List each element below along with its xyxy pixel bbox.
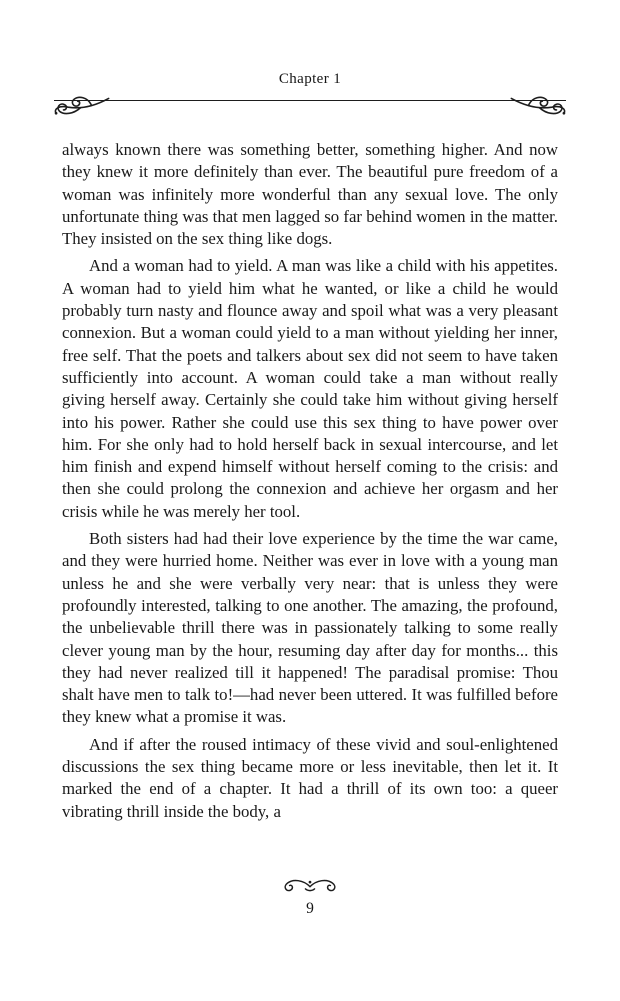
paragraph: always known there was something better, something higher. And now they knew it more definitely than ever. The beautiful pure freedom of a woman was infinitely more wonderful than any sexual love. The only unfortunate thing was that men lagged so far behind women in the matter. They insisted on the sex thing like dogs. <box>62 140 558 249</box>
chapter-header <box>62 70 558 117</box>
header-flourish-right-icon <box>510 93 572 116</box>
page-body <box>62 139 558 828</box>
header-flourish-left-icon <box>48 93 110 116</box>
paragraph: Both sisters had had their love experience by the time the war came, and they were hurried home. Neither was ever in love with a young man unless he and she were verbally very near: that is unless they were profoundly interested, talking to one another. The amazing, the profound, the unbelievable thrill there was in passionately talking to some really clever young man by the hour, resuming day after day for months... this they had never realized till it happened! The paradisal promise: Thou shalt have men to talk to!—had never been uttered. It was fulfilled before they knew what a promise it was. <box>62 529 558 727</box>
chapter-title: Chapter 1 <box>278 71 342 87</box>
header-divider <box>52 93 568 117</box>
footer-flourish-icon <box>276 877 344 894</box>
paragraph: And a woman had to yield. A man was like a child with his appetites. A woman had to yield him what he wanted, or like a child he would probably turn nasty and flounce away and spoil what was a very pleasant connexion. But a woman could yield to a man without yielding her inner, free self. That the poets and talkers about sex did not seem to have taken sufficiently into account. A woman could take a man without really giving herself away. Certainly she could take him without giving herself into his power. Rather she could use this sex thing to have power over him. For she only had to hold herself back in sexual intercourse, and let him finish and expend himself without herself coming to the crisis: and then she could prolong the connexion and achieve her orgasm and her crisis while he was merely her tool. <box>62 256 558 521</box>
paragraph: And if after the roused intimacy of these vivid and soul-enlightened discussions the sex thing became more or less inevitable, then let it. It marked the end of a chapter. It had a thrill of its own too: a queer vibrating thrill inside the body, a <box>62 734 558 821</box>
page-number: 9 <box>306 900 314 917</box>
page-footer <box>0 873 620 1001</box>
